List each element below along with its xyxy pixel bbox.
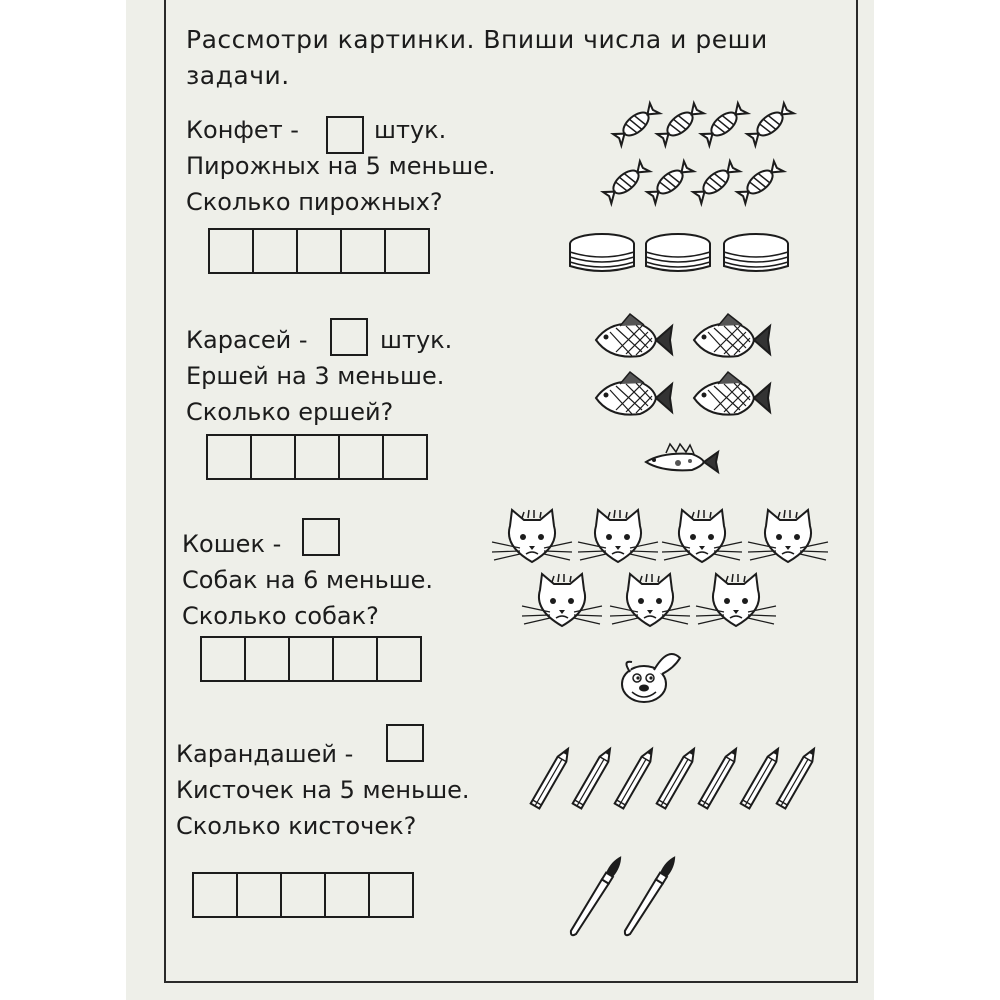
pencil-icon <box>777 746 819 808</box>
pencil-icon <box>615 746 657 808</box>
cat-face-icon <box>748 510 828 562</box>
task2-unit: штук. <box>380 326 453 354</box>
candy-icon <box>746 102 795 146</box>
cat-face-icon <box>610 574 690 626</box>
crucian-fish-icon <box>694 372 770 415</box>
crucian-fish-icon <box>596 314 672 357</box>
task4-condition: Кисточек на 5 меньше. <box>176 776 470 804</box>
cake-icon <box>570 234 634 271</box>
task2-condition: Ершей на 3 меньше. <box>186 362 445 390</box>
candy-icon <box>646 160 695 204</box>
candy-icon <box>692 160 741 204</box>
dog-face-icon <box>622 654 680 702</box>
cake-icon <box>724 234 788 271</box>
task4-label: Карандашей - <box>176 740 354 768</box>
task3-label: Кошек - <box>182 530 282 558</box>
paintbrush-icon <box>622 854 679 938</box>
candy-icon <box>736 160 785 204</box>
pencils-group <box>531 746 819 808</box>
task1-unit: штук. <box>374 116 447 144</box>
task3-question: Сколько собак? <box>182 602 379 630</box>
candy-icon <box>612 102 661 146</box>
cat-face-icon <box>522 574 602 626</box>
cats-group <box>492 510 828 626</box>
task2-label: Карасей - <box>186 326 308 354</box>
ruffe-fish-icon <box>646 444 718 472</box>
task1-condition: Пирожных на 5 меньше. <box>186 152 496 180</box>
candy-icon <box>700 102 749 146</box>
candy-icon <box>602 160 651 204</box>
cat-face-icon <box>696 574 776 626</box>
cat-face-icon <box>492 510 572 562</box>
page-title: Рассмотри картинки. Впиши числа и реши задачи. <box>186 25 768 90</box>
candy-icon <box>656 102 705 146</box>
task2-question: Сколько ершей? <box>186 398 394 426</box>
crucian-group <box>596 314 770 415</box>
pencil-icon <box>573 746 615 808</box>
paintbrush-icon <box>568 854 625 938</box>
task4-question: Сколько кисточек? <box>176 812 417 840</box>
cat-face-icon <box>578 510 658 562</box>
brushes-group <box>568 854 679 938</box>
candies-group <box>602 102 795 204</box>
cakes-group <box>570 234 788 271</box>
task1-question: Сколько пирожных? <box>186 188 443 216</box>
pencil-icon <box>657 746 699 808</box>
pencil-icon <box>741 746 783 808</box>
crucian-fish-icon <box>694 314 770 357</box>
task3-condition: Собак на 6 меньше. <box>182 566 434 594</box>
crucian-fish-icon <box>596 372 672 415</box>
cake-icon <box>646 234 710 271</box>
pencil-icon <box>699 746 741 808</box>
cat-face-icon <box>662 510 742 562</box>
pencil-icon <box>531 746 573 808</box>
task1-label: Конфет - <box>186 116 299 144</box>
